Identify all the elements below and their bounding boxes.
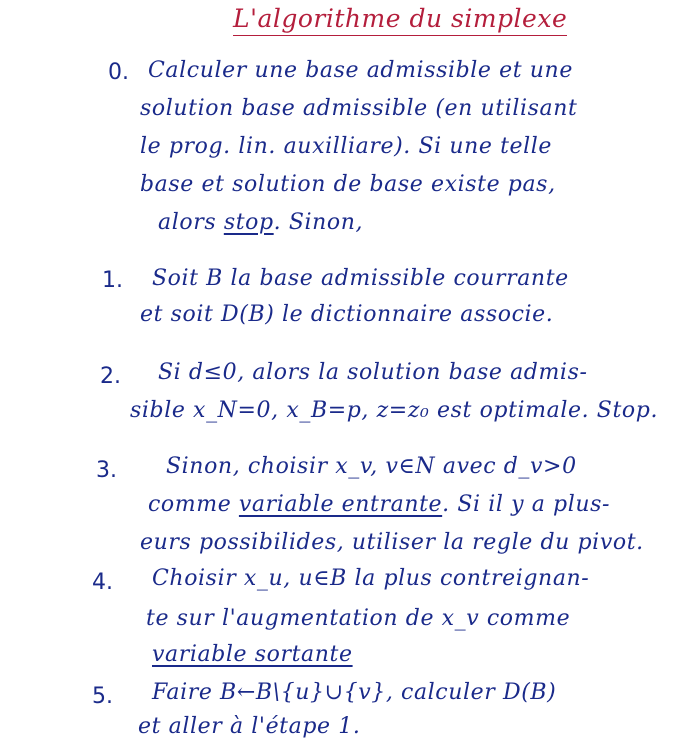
step-line: sible x_N=0, x_B=p, z=z₀ est optimale. Stop. — [130, 398, 659, 423]
text-segment: . Sinon, — [273, 210, 364, 235]
step-line: Faire B←B\{u}∪{v}, calculer D(B) — [152, 680, 557, 705]
text-segment: comme — [148, 492, 239, 517]
step-line — [148, 492, 610, 517]
step-line: et soit D(B) le dictionnaire associe. — [140, 302, 554, 327]
step-line: le prog. lin. auxilliare). Si une telle — [140, 134, 553, 159]
step-number: 5. — [92, 684, 113, 709]
step-line: Choisir x_u, u∈B la plus contreignan- — [152, 566, 590, 591]
text-segment: alors — [158, 210, 224, 235]
step-line: Si d≤0, alors la solution base admis- — [158, 360, 588, 385]
step-number: 3. — [96, 458, 117, 483]
step-line: solution base admissible (en utilisant — [140, 96, 578, 121]
underlined-stop: stop — [223, 210, 274, 235]
step-number: 1. — [102, 268, 123, 293]
step-number: 2. — [100, 364, 121, 389]
step-line: Soit B la base admissible courrante — [152, 266, 569, 291]
step-line: te sur l'augmentation de x_v comme — [146, 606, 571, 631]
step-line: base et solution de base existe pas, — [140, 172, 556, 197]
step-line-last — [158, 210, 363, 235]
step-line: Calculer une base admissible et une — [148, 58, 573, 83]
step-line: Sinon, choisir x_v, v∈N avec d_v>0 — [166, 454, 577, 479]
step-number: 0. — [108, 60, 129, 85]
step-line: eurs possibilides, utiliser la regle du pivot. — [140, 530, 644, 555]
underlined-variable-entrante: variable entrante — [238, 492, 443, 517]
text-segment: . Si il y a plus- — [442, 492, 611, 517]
page-title: L'algorithme du simplexe — [233, 4, 567, 36]
underlined-variable-sortante: variable sortante — [152, 642, 353, 667]
step-number: 4. — [92, 570, 113, 595]
step-line: et aller à l'étape 1. — [138, 714, 361, 739]
